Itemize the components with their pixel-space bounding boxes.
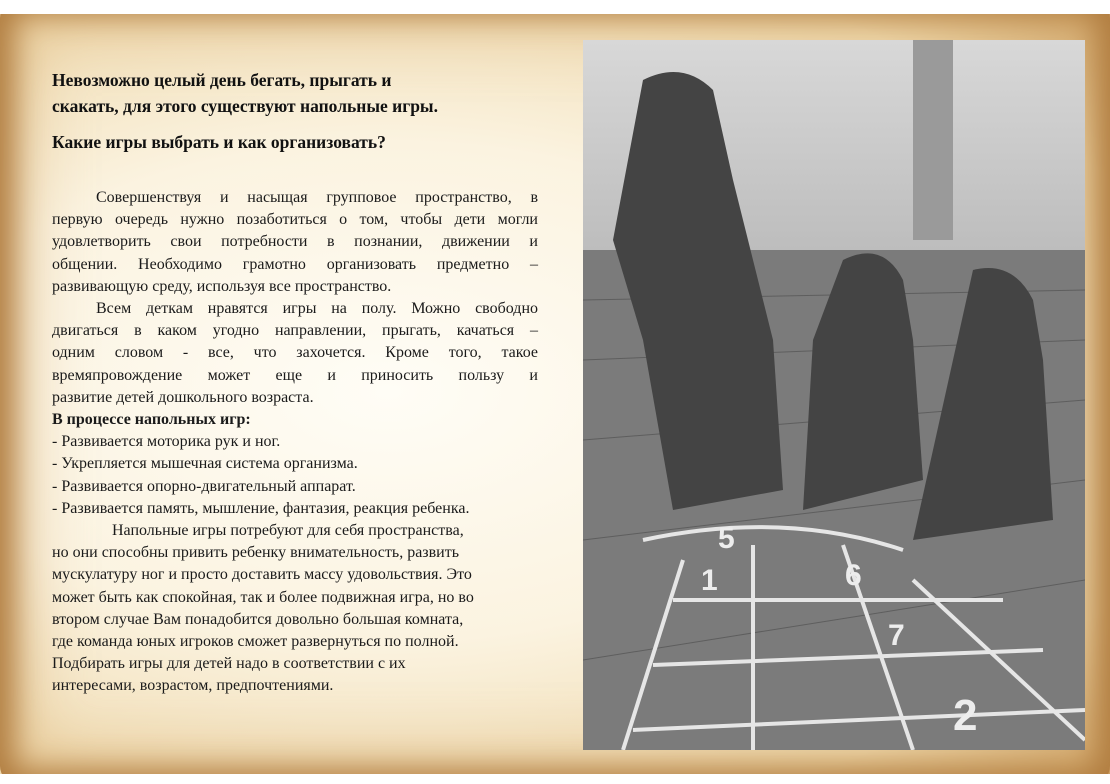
body-line: где команда юных игроков сможет развернуться по полной. [52,633,459,651]
list-item: - Укрепляется мышечная система организма. [52,455,358,473]
photo-illustration [583,40,1085,750]
body-line: Совершенствуя и насыщая групповое пространство, в [96,189,538,206]
body-line: может быть как спокойная, так и более подвижная игра, но во [52,588,474,606]
list-item: - Развивается опорно-двигательный аппарат. [52,477,356,495]
list-item: - Развивается память, мышление, фантазия, реакция ребенка. [52,499,470,517]
hopscotch-photo [583,40,1085,750]
title-line-1: Невозможно целый день бегать, прыгать и [52,70,392,90]
body-line: развивающую среду, используя все пространство. [52,277,392,295]
hopscotch-number: 5 [718,522,735,555]
bottom-margin [0,774,1110,784]
list-item: - Развивается моторика рук и ног. [52,433,281,451]
body-line: втором случае Вам понадобится довольно большая комната, [52,610,464,628]
body-line: двигаться в каком угодно направлении, прыгать, качаться – [52,322,538,340]
body-line: времяпровождение может еще и приносить пользу и [52,366,538,384]
list-heading: В процессе напольных игр: [52,411,251,429]
subtitle: Какие игры выбрать и как организовать? [52,132,386,152]
title-line-2: скакать, для этого существуют напольные игры. [52,96,438,116]
body-line: развитие детей дошкольного возраста. [52,388,314,406]
body-line: интересами, возрастом, предпочтениями. [52,677,334,695]
body-text [52,187,538,698]
hopscotch-number: 6 [845,559,862,592]
top-margin [0,0,1110,14]
body-line: одним словом - все, что захочется. Кроме того, такое [52,344,538,362]
hopscotch-number: 1 [701,564,718,597]
body-line: но они способны привить ребенку внимательность, развить [52,544,460,562]
body-line: Подбирать игры для детей надо в соответствии с их [52,655,406,673]
hopscotch-number: 2 [953,691,978,740]
body-line: общении. Необходимо грамотно организовать предметно – [52,255,538,273]
hopscotch-number: 7 [888,619,905,652]
body-line: удовлетворить свои потребности в познании, движении и [52,233,538,251]
body-line: мускулатуру ног и просто доставить массу удовольствия. Это [52,566,472,584]
body-line: Напольные игры потребуют для себя пространства, [112,522,464,540]
body-line: первую очередь нужно позаботиться о том, чтобы дети могли [52,211,538,229]
body-line: Всем деткам нравятся игры на полу. Можно свободно [96,300,538,318]
